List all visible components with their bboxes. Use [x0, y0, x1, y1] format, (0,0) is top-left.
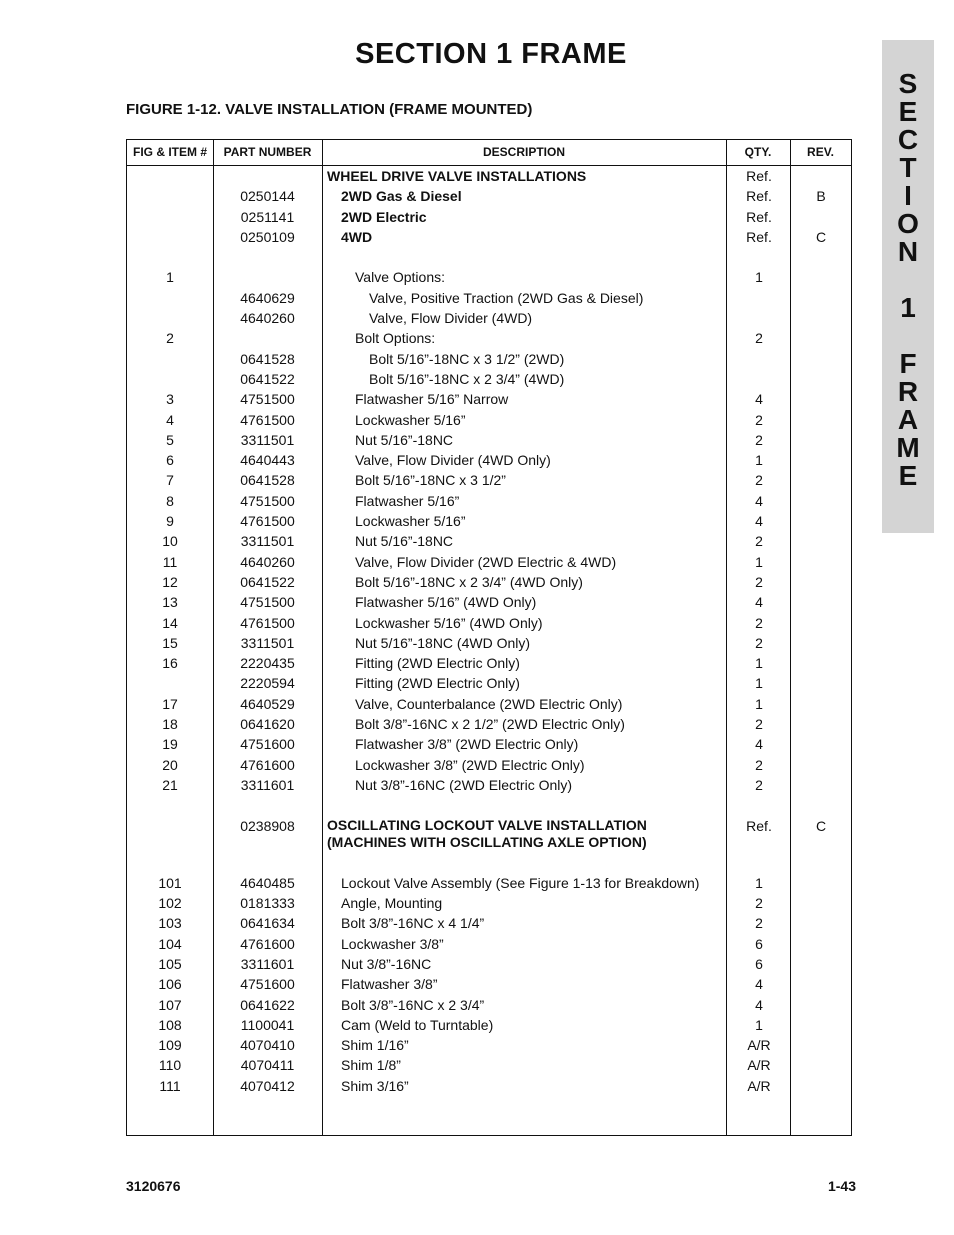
- quantity: 2: [755, 716, 763, 733]
- description: Nut 3/8”-16NC (2WD Electric Only): [355, 776, 573, 793]
- quantity: 2: [755, 573, 763, 590]
- quantity: 1: [755, 269, 763, 286]
- description: Fitting (2WD Electric Only): [355, 655, 520, 672]
- part-number: 3311601: [240, 955, 295, 972]
- table-row: [127, 853, 851, 873]
- quantity: 2: [755, 915, 763, 932]
- table-row: [127, 186, 851, 206]
- quantity: 2: [755, 776, 763, 793]
- description: 4WD: [341, 228, 373, 245]
- description: Bolt 5/16”-18NC x 2 3/4” (4WD): [369, 370, 565, 387]
- part-number: 4751500: [240, 492, 295, 509]
- quantity: Ref.: [746, 817, 772, 834]
- part-number: 3311601: [240, 776, 295, 793]
- table-row: [127, 572, 851, 592]
- quantity: 1: [755, 553, 763, 570]
- part-number: 4751500: [240, 594, 295, 611]
- item-number: 109: [158, 1037, 182, 1054]
- part-number: 4761500: [240, 411, 295, 428]
- part-number: 4751500: [240, 391, 295, 408]
- header-part-number: PART NUMBER: [223, 145, 312, 159]
- description: Flatwasher 5/16” (4WD Only): [355, 594, 537, 611]
- item-number: 15: [162, 634, 178, 651]
- part-number: 4640529: [240, 695, 295, 712]
- table-row: [127, 775, 851, 795]
- description: Lockwasher 3/8” (2WD Electric Only): [355, 756, 585, 773]
- quantity: Ref.: [746, 188, 772, 205]
- side-tab-letter: F: [899, 348, 917, 379]
- description: Bolt Options:: [355, 330, 436, 347]
- part-number: 4070410: [240, 1037, 295, 1054]
- item-number: 13: [162, 594, 178, 611]
- part-number: 4640443: [240, 452, 295, 469]
- figure-title: FIGURE 1-12. VALVE INSTALLATION (FRAME MOUNTED): [126, 101, 533, 118]
- part-number: 4761500: [240, 614, 295, 631]
- table-row: [127, 531, 851, 551]
- quantity: 2: [755, 533, 763, 550]
- table-row: [127, 893, 851, 913]
- table-row: [127, 470, 851, 490]
- item-number: 110: [158, 1057, 182, 1074]
- quantity: A/R: [747, 1057, 771, 1074]
- part-number: 0641528: [240, 472, 295, 489]
- item-number: 20: [162, 756, 178, 773]
- table-row: [127, 247, 851, 267]
- part-number: 0641522: [240, 370, 295, 387]
- part-number: 4761600: [240, 935, 295, 952]
- description: Nut 3/8”-16NC: [341, 955, 432, 972]
- side-tab-letter: C: [897, 124, 919, 155]
- table-row: [127, 511, 851, 531]
- part-number: 0641634: [240, 915, 295, 932]
- part-number: 3311501: [240, 634, 295, 651]
- part-number: 0641528: [240, 350, 295, 367]
- side-tab-letter: S: [898, 68, 918, 99]
- table-row: [127, 450, 851, 470]
- table-row: [127, 934, 851, 954]
- quantity: 6: [755, 935, 763, 952]
- item-number: 18: [162, 716, 178, 733]
- item-number: 10: [162, 533, 178, 550]
- table-row: [127, 430, 851, 450]
- description: Flatwasher 5/16” Narrow: [355, 391, 509, 408]
- description: Flatwasher 3/8” (2WD Electric Only): [355, 736, 579, 753]
- quantity: 2: [755, 411, 763, 428]
- part-number: 0641622: [240, 996, 295, 1013]
- parts-table: [126, 139, 852, 1136]
- quantity: 1: [755, 695, 763, 712]
- table-row: [127, 288, 851, 308]
- description: Lockwasher 5/16”: [355, 513, 466, 530]
- item-number: 105: [158, 955, 182, 972]
- side-tab-letters: [882, 70, 934, 490]
- description: Cam (Weld to Turntable): [341, 1016, 494, 1033]
- table-row: [127, 694, 851, 714]
- description: Nut 5/16”-18NC: [355, 533, 454, 550]
- table-row: [127, 1076, 851, 1096]
- table-row: [127, 954, 851, 974]
- part-number: 4640485: [240, 874, 295, 891]
- item-number: 17: [162, 695, 178, 712]
- description: Valve Options:: [355, 269, 446, 286]
- quantity: 1: [755, 655, 763, 672]
- table-row: [127, 1035, 851, 1055]
- description: Lockwasher 5/16” (4WD Only): [355, 614, 543, 631]
- description: Valve, Flow Divider (4WD Only): [355, 452, 551, 469]
- item-number: 19: [162, 736, 178, 753]
- part-number: 3311501: [240, 431, 295, 448]
- table-row: [127, 653, 851, 673]
- description: Valve, Flow Divider (2WD Electric & 4WD): [355, 553, 617, 570]
- side-tab-letter: A: [897, 404, 919, 435]
- revision: C: [815, 817, 827, 834]
- quantity: 6: [755, 955, 763, 972]
- table-row: [127, 755, 851, 775]
- table-row: [127, 974, 851, 994]
- description: 2WD Gas & Diesel: [341, 188, 462, 205]
- item-number: 2: [166, 330, 174, 347]
- item-number: 16: [162, 655, 178, 672]
- quantity: A/R: [747, 1037, 771, 1054]
- quantity: Ref.: [746, 168, 772, 184]
- description: Lockwasher 5/16”: [355, 411, 466, 428]
- description: Bolt 3/8”-16NC x 4 1/4”: [341, 915, 485, 932]
- item-number: 1: [166, 269, 174, 286]
- page-title: SECTION 1 FRAME: [355, 38, 627, 70]
- part-number: 4751600: [240, 736, 295, 753]
- item-number: 108: [158, 1016, 182, 1033]
- part-number: 0251141: [240, 208, 295, 225]
- description: Bolt 3/8”-16NC x 2 1/2” (2WD Electric Only): [355, 716, 625, 733]
- quantity: 2: [755, 614, 763, 631]
- item-number: 14: [162, 614, 178, 631]
- description: Bolt 5/16”-18NC x 3 1/2”: [355, 472, 506, 489]
- header-description: DESCRIPTION: [482, 145, 565, 159]
- header-fig-item: FIG & ITEM #: [132, 145, 207, 159]
- quantity: 1: [755, 1016, 763, 1033]
- table-row: [127, 369, 851, 389]
- revision: C: [815, 228, 827, 245]
- header-qty: QTY.: [744, 145, 772, 159]
- description: Valve, Flow Divider (4WD): [369, 310, 533, 327]
- table-row: [127, 995, 851, 1015]
- item-number: 104: [158, 935, 182, 952]
- section-side-tab: [882, 40, 934, 533]
- item-number: 11: [162, 553, 178, 570]
- item-number: 12: [162, 573, 178, 590]
- quantity: 4: [755, 594, 763, 611]
- part-number: 4070412: [240, 1077, 295, 1094]
- quantity: 2: [755, 472, 763, 489]
- quantity: 4: [755, 391, 763, 408]
- part-number: 4640629: [240, 289, 295, 306]
- part-number: 0181333: [240, 895, 295, 912]
- part-number: 1100041: [240, 1016, 295, 1033]
- description: Shim 1/16”: [341, 1037, 409, 1054]
- table-row: [127, 714, 851, 734]
- item-number: 103: [158, 915, 182, 932]
- part-number: 4761500: [240, 513, 295, 530]
- side-tab-letter: 1: [900, 292, 916, 323]
- table-row: [127, 389, 851, 409]
- quantity: Ref.: [746, 228, 772, 245]
- item-number: 4: [166, 411, 174, 428]
- description: Valve, Counterbalance (2WD Electric Only): [355, 695, 623, 712]
- item-number: 7: [166, 472, 174, 489]
- table-header: [127, 140, 851, 166]
- description: Flatwasher 3/8”: [341, 976, 438, 993]
- side-tab-letter: I: [904, 180, 912, 211]
- description: Flatwasher 5/16”: [355, 492, 460, 509]
- part-number: 0641620: [240, 716, 295, 733]
- table-row: [127, 613, 851, 633]
- side-tab-letter: E: [898, 96, 918, 127]
- item-number: 107: [158, 996, 182, 1013]
- page-number: 1-43: [827, 1178, 856, 1194]
- item-number: 3: [166, 391, 174, 408]
- part-number: 2220435: [240, 655, 295, 672]
- side-tab-letter: R: [897, 376, 919, 407]
- side-tab-letter: T: [899, 152, 917, 183]
- part-number: 0250109: [240, 228, 295, 245]
- quantity: 2: [755, 330, 763, 347]
- quantity: 2: [755, 756, 763, 773]
- table-row: [127, 227, 851, 247]
- table-row: [127, 1015, 851, 1035]
- quantity: 4: [755, 513, 763, 530]
- table-row: [127, 410, 851, 430]
- quantity: 4: [755, 996, 763, 1013]
- description: Fitting (2WD Electric Only): [355, 675, 520, 692]
- item-number: 8: [166, 492, 174, 509]
- table-row: [127, 816, 851, 853]
- side-tab-letter: E: [898, 460, 918, 491]
- description: Bolt 3/8”-16NC x 2 3/4”: [341, 996, 485, 1013]
- document-number: 3120676: [126, 1178, 181, 1194]
- quantity: 4: [755, 976, 763, 993]
- description: 2WD Electric: [341, 208, 427, 225]
- table-row: [127, 166, 851, 186]
- header-rev: REV.: [807, 145, 834, 159]
- side-tab-letter: O: [897, 208, 919, 239]
- quantity: 2: [755, 634, 763, 651]
- side-tab-spacer: [882, 266, 934, 294]
- description: Lockout Valve Assembly (See Figure 1-13 for Breakdown): [341, 874, 700, 891]
- part-number: 4640260: [240, 553, 295, 570]
- table-row: [127, 491, 851, 511]
- part-number: 4751600: [240, 976, 295, 993]
- item-number: 101: [158, 874, 182, 891]
- table-row: [127, 207, 851, 227]
- table-row: [127, 328, 851, 348]
- table-row: [127, 349, 851, 369]
- quantity: 2: [755, 895, 763, 912]
- item-number: 9: [166, 513, 174, 530]
- part-number: 3311501: [240, 533, 295, 550]
- description: Valve, Positive Traction (2WD Gas & Diesel): [369, 289, 644, 306]
- item-number: 6: [166, 452, 174, 469]
- table-row: [127, 552, 851, 572]
- quantity: Ref.: [746, 208, 772, 225]
- table-row: [127, 1055, 851, 1075]
- item-number: 102: [158, 895, 182, 912]
- description: Nut 5/16”-18NC (4WD Only): [355, 634, 531, 651]
- description: WHEEL DRIVE VALVE INSTALLATIONS: [327, 168, 587, 184]
- item-number: 5: [166, 431, 174, 448]
- table-row: [127, 673, 851, 693]
- quantity: 2: [755, 431, 763, 448]
- table-row: [127, 873, 851, 893]
- quantity: A/R: [747, 1077, 771, 1094]
- description: OSCILLATING LOCKOUT VALVE INSTALLATION (MACHINES WITH OSCILLATING AXLE OPTION): [327, 816, 647, 850]
- part-number: 4070411: [240, 1057, 295, 1074]
- table-row: [127, 267, 851, 287]
- table-row: [127, 795, 851, 815]
- part-number: 4640260: [240, 310, 295, 327]
- part-number: 0641522: [240, 573, 295, 590]
- side-tab-spacer: [882, 322, 934, 350]
- description: Shim 1/8”: [341, 1057, 401, 1074]
- description: Lockwasher 3/8”: [341, 935, 444, 952]
- part-number: 0250144: [240, 188, 295, 205]
- revision: B: [816, 188, 826, 205]
- table-row: [127, 308, 851, 328]
- side-tab-letter: N: [897, 236, 919, 267]
- description: Bolt 5/16”-18NC x 3 1/2” (2WD): [369, 350, 565, 367]
- side-tab-letter: M: [896, 432, 920, 463]
- item-number: 21: [162, 776, 178, 793]
- description: Bolt 5/16”-18NC x 2 3/4” (4WD Only): [355, 573, 583, 590]
- description: Shim 3/16”: [341, 1077, 409, 1094]
- description: Nut 5/16”-18NC: [355, 431, 454, 448]
- table-row: [127, 592, 851, 612]
- quantity: 4: [755, 736, 763, 753]
- table-body: [127, 166, 851, 1096]
- part-number: 4761600: [240, 756, 295, 773]
- table-row: [127, 734, 851, 754]
- quantity: 4: [755, 492, 763, 509]
- table-row: [127, 633, 851, 653]
- part-number: 2220594: [240, 675, 295, 692]
- part-number: 0238908: [240, 817, 295, 834]
- item-number: 106: [158, 976, 182, 993]
- quantity: 1: [755, 874, 763, 891]
- table-row: [127, 913, 851, 933]
- description: Angle, Mounting: [341, 895, 443, 912]
- quantity: 1: [755, 675, 763, 692]
- item-number: 111: [159, 1077, 181, 1094]
- quantity: 1: [755, 452, 763, 469]
